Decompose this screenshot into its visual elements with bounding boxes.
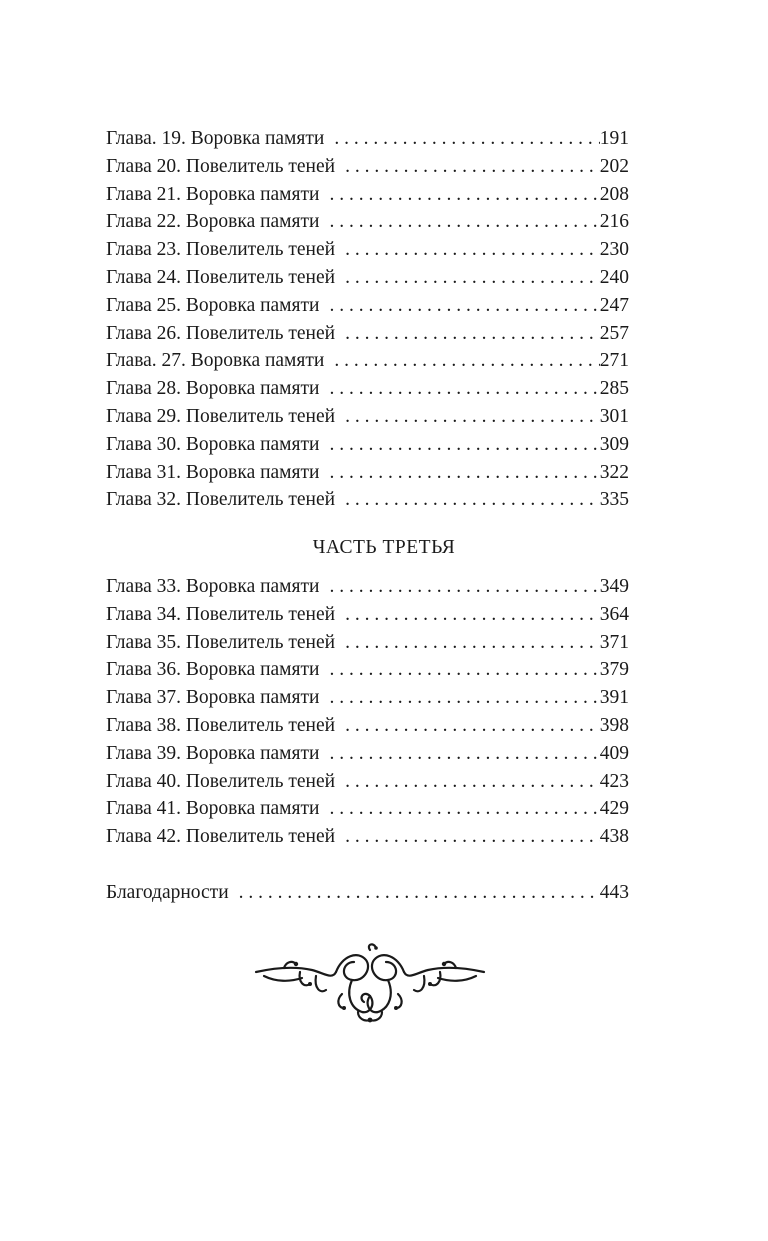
dot-leader: [319, 208, 599, 236]
toc-entry: [106, 684, 629, 712]
toc-entry: [106, 795, 629, 823]
toc-entry-title: Глава 37. Воровка памяти: [106, 687, 320, 709]
toc-entry-title: Глава 25. Воровка памяти: [106, 294, 320, 316]
part-three-heading: ЧАСТЬ ТРЕТЬЯ: [312, 537, 456, 558]
dot-leader: [335, 768, 600, 796]
toc-entry-page: 257: [599, 322, 629, 344]
dot-leader: [335, 264, 600, 292]
toc-entry-title: Глава. 27. Воровка памяти: [106, 350, 325, 372]
toc-entry-title: Глава 42. Повелитель теней: [106, 826, 336, 848]
toc-entry-title: Глава 21. Воровка памяти: [106, 183, 320, 205]
toc-entry-title: Глава 41. Воровка памяти: [106, 798, 320, 820]
toc-entry-title: Глава 30. Воровка памяти: [106, 433, 320, 455]
toc-entry-title: Глава 38. Повелитель теней: [106, 714, 336, 736]
toc-entry-title: Глава. 19. Воровка памяти: [106, 128, 325, 149]
toc-entry-page: 429: [599, 798, 629, 820]
toc-entry-page: 208: [599, 183, 629, 205]
floral-flourish-icon: [254, 942, 486, 1024]
toc-entry-title: Глава 40. Повелитель теней: [106, 770, 336, 792]
toc-entry-page: 285: [599, 378, 629, 400]
toc-entry: [106, 768, 629, 796]
toc-part-three: [106, 573, 629, 851]
toc-back-matter: [106, 879, 629, 907]
toc-entry: [106, 823, 629, 851]
toc-entry-title: Глава 24. Повелитель теней: [106, 266, 336, 288]
toc-entry: [106, 740, 629, 768]
toc-entry-title: Глава 32. Повелитель теней: [106, 489, 336, 511]
dot-leader: [319, 573, 599, 601]
toc-entry-page: 443: [599, 882, 629, 903]
toc-entry: [106, 601, 629, 629]
dot-leader: [335, 320, 600, 348]
dot-leader: [335, 403, 600, 431]
dot-leader: [319, 795, 599, 823]
toc-entry: [106, 347, 629, 375]
toc-entry: [106, 320, 629, 348]
toc-entry-title: Глава 22. Воровка памяти: [106, 211, 320, 233]
toc-entry-page: 230: [599, 239, 629, 261]
dot-leader: [335, 153, 600, 181]
toc-entry-title: Глава 36. Воровка памяти: [106, 659, 320, 681]
dot-leader: [335, 823, 600, 851]
toc-entry-title: Глава 20. Повелитель теней: [106, 155, 336, 177]
toc-entry-title: Глава 26. Повелитель теней: [106, 322, 336, 344]
toc-entry-page: 409: [599, 742, 629, 764]
toc-entry-title: Глава 29. Повелитель теней: [106, 405, 336, 427]
toc-entry-title: Глава 31. Воровка памяти: [106, 461, 320, 483]
toc-entry-page: 271: [599, 350, 629, 372]
toc-entry: [106, 375, 629, 403]
toc-entry: [106, 629, 629, 657]
dot-leader: [335, 712, 600, 740]
dot-leader: [335, 486, 600, 514]
toc-entry-acknowledgements: [106, 879, 629, 907]
toc-entry-title: Благодарности: [106, 882, 229, 903]
dot-leader: [319, 656, 599, 684]
toc-entry-title: Глава 39. Воровка памяти: [106, 742, 320, 764]
toc-entry-page: 191: [599, 128, 629, 149]
toc-entry-page: 202: [599, 155, 629, 177]
dot-leader: [335, 601, 600, 629]
toc-entry-page: 398: [599, 714, 629, 736]
toc-entry: [106, 459, 629, 487]
toc-entry-page: 364: [599, 603, 629, 625]
dot-leader: [319, 459, 599, 487]
toc-entry-page: 423: [599, 770, 629, 792]
toc-entry-page: 335: [599, 489, 629, 511]
toc-entry-page: 322: [599, 461, 629, 483]
toc-entry: [106, 125, 629, 153]
toc-entry-title: Глава 34. Повелитель теней: [106, 603, 336, 625]
toc-entry-page: 371: [599, 631, 629, 653]
toc-entry-page: 391: [599, 687, 629, 709]
dot-leader: [319, 292, 599, 320]
toc-entry: [106, 292, 629, 320]
dot-leader: [324, 347, 599, 375]
toc-part-two: [106, 125, 629, 514]
toc-entry: [106, 181, 629, 209]
toc-entry-title: Глава 35. Повелитель теней: [106, 631, 336, 653]
toc-entry: [106, 264, 629, 292]
toc-entry: [106, 236, 629, 264]
toc-entry-title: Глава 28. Воровка памяти: [106, 378, 320, 400]
toc-entry: [106, 403, 629, 431]
toc-entry: [106, 486, 629, 514]
toc-entry-title: Глава 33. Воровка памяти: [106, 576, 320, 597]
toc-entry-page: 301: [599, 405, 629, 427]
toc-entry-page: 379: [599, 659, 629, 681]
toc-entry: [106, 656, 629, 684]
dot-leader: [319, 740, 599, 768]
toc-entry-title: Глава 23. Повелитель теней: [106, 239, 336, 261]
toc-entry-page: 240: [599, 266, 629, 288]
toc-entry: [106, 153, 629, 181]
toc-entry: [106, 573, 629, 601]
toc-entry-page: 216: [599, 211, 629, 233]
toc-entry-page: 309: [599, 433, 629, 455]
dot-leader: [335, 236, 600, 264]
toc-entry-page: 438: [599, 826, 629, 848]
dot-leader: [319, 375, 599, 403]
dot-leader: [335, 629, 600, 657]
toc-entry-page: 349: [599, 576, 629, 597]
toc-entry: [106, 208, 629, 236]
dot-leader: [319, 431, 599, 459]
toc-entry: [106, 431, 629, 459]
dot-leader: [319, 181, 599, 209]
dot-leader: [324, 125, 599, 153]
dot-leader: [229, 879, 600, 907]
dot-leader: [319, 684, 599, 712]
toc-entry: [106, 712, 629, 740]
toc-entry-page: 247: [599, 294, 629, 316]
